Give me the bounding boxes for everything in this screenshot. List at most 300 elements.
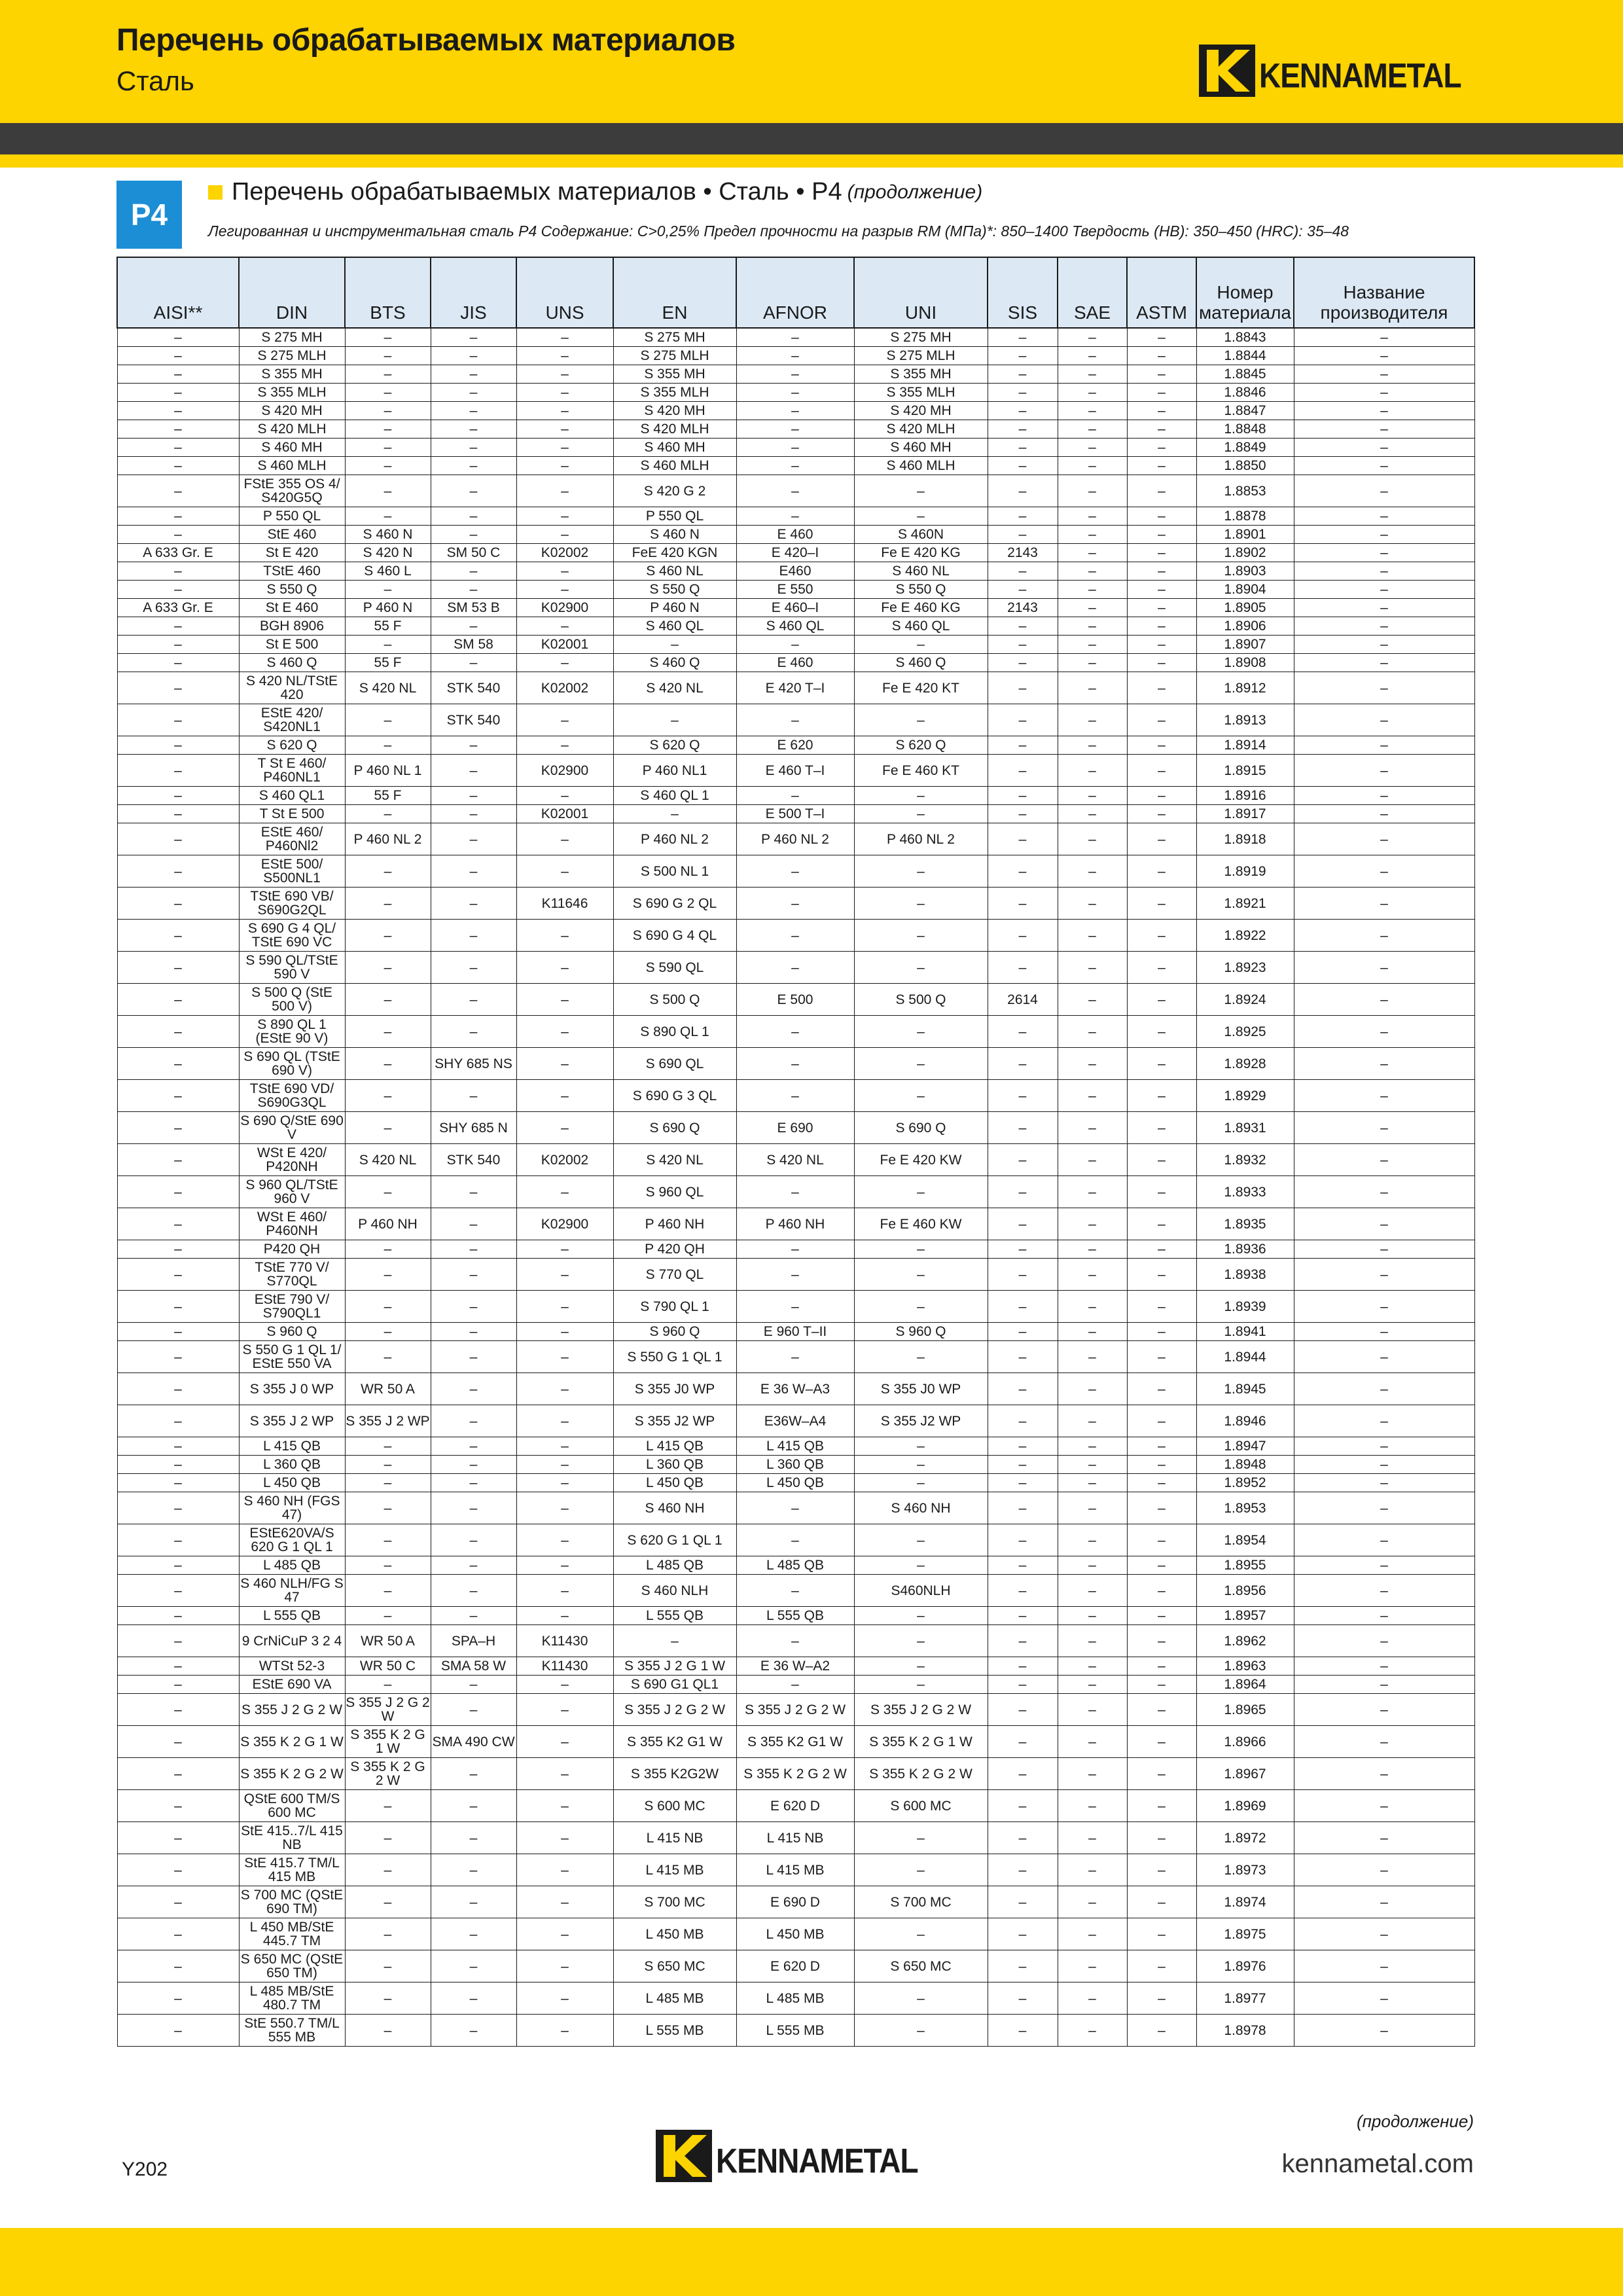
table-cell: FStE 355 OS 4/ S420G5Q: [239, 475, 345, 507]
table-cell: 1.8969: [1196, 1790, 1294, 1822]
table-cell: –: [431, 787, 516, 805]
table-cell: 1.8963: [1196, 1657, 1294, 1676]
table-cell: –: [988, 1694, 1058, 1726]
table-cell: –: [117, 672, 239, 704]
table-cell: –: [1294, 823, 1474, 855]
table-cell: L 450 QB: [736, 1474, 854, 1492]
table-cell: –: [1058, 439, 1127, 457]
table-cell: –: [1058, 1474, 1127, 1492]
table-cell: –: [988, 562, 1058, 581]
table-cell: 1.8908: [1196, 654, 1294, 672]
table-cell: –: [516, 1854, 613, 1886]
section-badge: P4: [116, 181, 182, 249]
table-cell: 1.8850: [1196, 457, 1294, 475]
table-cell: –: [516, 1112, 613, 1144]
table-cell: S 460 NLH: [613, 1575, 736, 1607]
table-cell: –: [613, 1625, 736, 1657]
logo-wordmark: KENNAMETAL: [716, 2141, 918, 2180]
table-row: [117, 1726, 1474, 1758]
column-header: BTS: [345, 257, 431, 328]
table-cell: 1.8915: [1196, 755, 1294, 787]
table-cell: StE 415.7 TM/L 415 MB: [239, 1854, 345, 1886]
table-cell: –: [988, 736, 1058, 755]
table-cell: –: [1127, 1048, 1196, 1080]
table-cell: –: [988, 1208, 1058, 1240]
table-cell: –: [1294, 1492, 1474, 1524]
table-cell: P 460 N: [613, 599, 736, 617]
table-cell: K02900: [516, 1208, 613, 1240]
column-header: AFNOR: [736, 257, 854, 328]
table-cell: S 355 K 2 G 1 W: [854, 1726, 988, 1758]
table-cell: –: [1058, 1524, 1127, 1556]
table-cell: –: [345, 855, 431, 888]
table-cell: S 890 QL 1: [613, 1016, 736, 1048]
table-cell: –: [516, 952, 613, 984]
table-cell: –: [1127, 599, 1196, 617]
table-cell: –: [988, 1341, 1058, 1373]
table-cell: –: [1294, 1694, 1474, 1726]
table-cell: 1.8974: [1196, 1886, 1294, 1918]
table-cell: 1.8967: [1196, 1758, 1294, 1790]
section-title-text: Перечень обрабатываемых материалов • Сталь • P4: [232, 178, 842, 206]
table-cell: S 355 K2 G1 W: [613, 1726, 736, 1758]
table-cell: –: [988, 1676, 1058, 1694]
table-cell: 1.8913: [1196, 704, 1294, 736]
table-cell: –: [988, 1854, 1058, 1886]
table-cell: S 275 MLH: [613, 347, 736, 365]
table-cell: –: [431, 1323, 516, 1341]
table-cell: –: [1127, 1405, 1196, 1437]
table-cell: L 555 QB: [736, 1607, 854, 1625]
table-cell: 1.8954: [1196, 1524, 1294, 1556]
table-cell: –: [431, 823, 516, 855]
table-cell: –: [1127, 365, 1196, 384]
table-cell: P 460 NH: [613, 1208, 736, 1240]
table-cell: –: [431, 2015, 516, 2047]
table-cell: S 890 QL 1 (EStE 90 V): [239, 1016, 345, 1048]
table-cell: –: [988, 1657, 1058, 1676]
table-cell: –: [516, 1323, 613, 1341]
table-cell: –: [1127, 1456, 1196, 1474]
table-cell: –: [1294, 384, 1474, 402]
table-cell: –: [431, 328, 516, 347]
table-cell: –: [1058, 420, 1127, 439]
table-row: [117, 1176, 1474, 1208]
table-cell: –: [516, 984, 613, 1016]
table-cell: –: [431, 402, 516, 420]
table-cell: –: [431, 984, 516, 1016]
table-cell: Fe E 460 KT: [854, 755, 988, 787]
table-cell: S 355 MH: [239, 365, 345, 384]
table-cell: S 650 MC (QStE 650 TM): [239, 1950, 345, 1982]
table-cell: 1.8978: [1196, 2015, 1294, 2047]
table-cell: –: [431, 475, 516, 507]
table-cell: –: [1058, 1341, 1127, 1373]
table-cell: –: [854, 920, 988, 952]
table-row: [117, 1575, 1474, 1607]
table-cell: S 700 MC (QStE 690 TM): [239, 1886, 345, 1918]
table-cell: –: [117, 823, 239, 855]
table-cell: S 620 G 1 QL 1: [613, 1524, 736, 1556]
table-cell: –: [431, 1373, 516, 1405]
table-cell: –: [345, 1524, 431, 1556]
table-cell: E 690: [736, 1112, 854, 1144]
table-cell: S 420 MLH: [239, 420, 345, 439]
table-cell: –: [1294, 920, 1474, 952]
table-cell: –: [117, 328, 239, 347]
table-cell: S 355 K 2 G 1 W: [345, 1726, 431, 1758]
table-cell: 1.8964: [1196, 1676, 1294, 1694]
table-cell: –: [988, 1556, 1058, 1575]
table-cell: –: [431, 1437, 516, 1456]
table-cell: –: [1058, 1758, 1127, 1790]
table-cell: –: [345, 1822, 431, 1854]
table-cell: –: [988, 1625, 1058, 1657]
table-cell: –: [1058, 1950, 1127, 1982]
table-cell: 1.8929: [1196, 1080, 1294, 1112]
table-cell: –: [431, 617, 516, 636]
table-row: [117, 475, 1474, 507]
table-cell: –: [431, 1474, 516, 1492]
table-cell: –: [117, 1524, 239, 1556]
table-cell: S 620 Q: [239, 736, 345, 755]
table-cell: –: [516, 1607, 613, 1625]
table-cell: –: [1058, 1259, 1127, 1291]
table-cell: –: [1058, 457, 1127, 475]
table-cell: –: [1294, 1790, 1474, 1822]
table-row: [117, 1016, 1474, 1048]
table-cell: St E 420: [239, 544, 345, 562]
table-cell: 1.8878: [1196, 507, 1294, 526]
table-cell: –: [988, 1048, 1058, 1080]
table-cell: –: [854, 1016, 988, 1048]
table-cell: S 460 MLH: [613, 457, 736, 475]
table-cell: –: [1127, 1625, 1196, 1657]
table-cell: –: [117, 787, 239, 805]
table-cell: L 360 QB: [736, 1456, 854, 1474]
table-cell: S 600 MC: [613, 1790, 736, 1822]
table-row: [117, 1456, 1474, 1474]
table-cell: –: [117, 1726, 239, 1758]
table-cell: –: [1127, 1341, 1196, 1373]
table-cell: –: [1058, 507, 1127, 526]
table-cell: –: [988, 1758, 1058, 1790]
table-cell: –: [117, 1790, 239, 1822]
table-cell: S 460 MLH: [239, 457, 345, 475]
table-cell: S 620 Q: [854, 736, 988, 755]
table-cell: –: [345, 457, 431, 475]
table-row: [117, 2015, 1474, 2047]
table-cell: –: [516, 1918, 613, 1950]
table-cell: P 460 NL 1: [345, 755, 431, 787]
table-cell: –: [345, 1950, 431, 1982]
table-cell: STK 540: [431, 672, 516, 704]
table-cell: –: [117, 1341, 239, 1373]
table-cell: –: [431, 365, 516, 384]
table-cell: L 450 MB: [613, 1918, 736, 1950]
table-cell: –: [516, 736, 613, 755]
table-cell: S 460 N: [613, 526, 736, 544]
table-cell: –: [117, 1822, 239, 1854]
table-cell: 1.8933: [1196, 1176, 1294, 1208]
table-cell: –: [1294, 654, 1474, 672]
table-cell: –: [1294, 544, 1474, 562]
table-cell: S 690 G 3 QL: [613, 1080, 736, 1112]
table-cell: –: [1058, 328, 1127, 347]
table-cell: –: [1294, 420, 1474, 439]
table-cell: 1.8977: [1196, 1982, 1294, 2015]
table-cell: –: [516, 402, 613, 420]
table-cell: 1.8843: [1196, 328, 1294, 347]
table-row: [117, 1982, 1474, 2015]
table-cell: –: [1127, 672, 1196, 704]
section-description: Легированная и инструментальная сталь P4 Содержание: C>0,25% Предел прочности на разрыв RM (МПа)*: 850–1400 Твердость (HB): 350–450 (HRC): 35–48: [208, 223, 1349, 240]
table-cell: S 420 NL: [736, 1144, 854, 1176]
table-cell: S 690 Q: [613, 1112, 736, 1144]
table-cell: –: [1058, 1048, 1127, 1080]
table-cell: –: [117, 952, 239, 984]
table-cell: S 420 N: [345, 544, 431, 562]
table-cell: –: [988, 823, 1058, 855]
table-cell: –: [516, 1259, 613, 1291]
table-cell: –: [117, 1657, 239, 1676]
table-cell: –: [516, 384, 613, 402]
table-row: [117, 544, 1474, 562]
kennametal-k-icon: [1199, 45, 1255, 97]
table-cell: –: [736, 1341, 854, 1373]
table-cell: P 460 NH: [345, 1208, 431, 1240]
column-header: UNS: [516, 257, 613, 328]
table-cell: –: [516, 1726, 613, 1758]
table-cell: K02002: [516, 544, 613, 562]
table-cell: –: [1058, 562, 1127, 581]
table-cell: –: [988, 617, 1058, 636]
website-link[interactable]: kennametal.com: [1281, 2149, 1474, 2178]
table-cell: S 770 QL: [613, 1259, 736, 1291]
table-cell: 1.8914: [1196, 736, 1294, 755]
table-cell: –: [1294, 636, 1474, 654]
table-cell: S 275 MH: [239, 328, 345, 347]
table-cell: S 355 J 0 WP: [239, 1373, 345, 1405]
table-cell: –: [431, 1341, 516, 1373]
table-cell: –: [431, 1886, 516, 1918]
table-cell: –: [516, 1822, 613, 1854]
table-cell: –: [1058, 805, 1127, 823]
table-cell: –: [117, 439, 239, 457]
table-cell: –: [1127, 1524, 1196, 1556]
table-cell: S 420 MH: [239, 402, 345, 420]
table-cell: –: [1127, 984, 1196, 1016]
table-row: [117, 439, 1474, 457]
table-cell: –: [345, 402, 431, 420]
table-cell: L 555 QB: [239, 1607, 345, 1625]
table-cell: –: [516, 562, 613, 581]
table-cell: –: [345, 984, 431, 1016]
table-row: [117, 787, 1474, 805]
table-row: [117, 1822, 1474, 1854]
table-cell: S 460 NH: [613, 1492, 736, 1524]
table-cell: –: [1058, 1323, 1127, 1341]
table-row: [117, 1259, 1474, 1291]
table-cell: –: [117, 562, 239, 581]
table-cell: –: [516, 457, 613, 475]
table-cell: –: [736, 328, 854, 347]
table-cell: –: [516, 365, 613, 384]
table-cell: –: [736, 888, 854, 920]
table-cell: –: [117, 365, 239, 384]
table-cell: K02900: [516, 599, 613, 617]
table-cell: –: [988, 526, 1058, 544]
table-cell: –: [117, 1492, 239, 1524]
table-cell: –: [117, 654, 239, 672]
table-cell: S 650 MC: [613, 1950, 736, 1982]
table-cell: 1.8945: [1196, 1373, 1294, 1405]
table-cell: S 960 Q: [613, 1323, 736, 1341]
table-cell: –: [988, 888, 1058, 920]
table-cell: S 960 Q: [854, 1323, 988, 1341]
table-cell: S 590 QL/TStE 590 V: [239, 952, 345, 984]
table-cell: S 355 MH: [854, 365, 988, 384]
table-cell: –: [736, 952, 854, 984]
table-cell: –: [854, 1291, 988, 1323]
table-cell: –: [854, 1474, 988, 1492]
table-cell: 1.8901: [1196, 526, 1294, 544]
table-cell: –: [1127, 439, 1196, 457]
table-cell: –: [1127, 1291, 1196, 1323]
table-cell: –: [117, 1575, 239, 1607]
table-cell: SM 50 C: [431, 544, 516, 562]
table-cell: E 460 T–I: [736, 755, 854, 787]
table-cell: –: [345, 1048, 431, 1080]
table-cell: –: [1127, 562, 1196, 581]
table-cell: –: [431, 1575, 516, 1607]
table-cell: –: [1127, 581, 1196, 599]
table-cell: S 420 NL: [613, 672, 736, 704]
table-cell: 1.8902: [1196, 544, 1294, 562]
table-cell: –: [1058, 581, 1127, 599]
table-cell: –: [736, 1676, 854, 1694]
table-row: [117, 636, 1474, 654]
table-cell: –: [1294, 475, 1474, 507]
table-cell: –: [1127, 1144, 1196, 1176]
table-cell: –: [854, 1918, 988, 1950]
table-cell: –: [117, 1144, 239, 1176]
table-cell: –: [345, 475, 431, 507]
table-cell: –: [1058, 1575, 1127, 1607]
table-cell: –: [1058, 1437, 1127, 1456]
table-row: [117, 328, 1474, 347]
table-cell: –: [736, 365, 854, 384]
table-cell: –: [1127, 526, 1196, 544]
table-cell: –: [1294, 1016, 1474, 1048]
table-cell: –: [1294, 581, 1474, 599]
table-row: [117, 1607, 1474, 1625]
table-cell: –: [1127, 384, 1196, 402]
table-cell: –: [345, 2015, 431, 2047]
table-cell: S 355 MH: [613, 365, 736, 384]
table-row: [117, 526, 1474, 544]
table-cell: –: [1294, 888, 1474, 920]
table-cell: –: [854, 1556, 988, 1575]
table-cell: EStE 460/ P460Nl2: [239, 823, 345, 855]
table-cell: –: [1058, 384, 1127, 402]
table-cell: –: [988, 1886, 1058, 1918]
table-cell: –: [988, 805, 1058, 823]
table-cell: –: [854, 1048, 988, 1080]
table-cell: –: [1058, 888, 1127, 920]
table-cell: –: [516, 1524, 613, 1556]
table-cell: S 960 QL/TStE 960 V: [239, 1176, 345, 1208]
table-cell: 1.8975: [1196, 1918, 1294, 1950]
table-cell: –: [988, 347, 1058, 365]
table-cell: –: [516, 1373, 613, 1405]
table-cell: –: [854, 888, 988, 920]
table-cell: S 550 G 1 QL 1/ EStE 550 VA: [239, 1341, 345, 1373]
table-cell: –: [516, 920, 613, 952]
table-cell: S 420 NL: [345, 672, 431, 704]
table-cell: –: [431, 384, 516, 402]
table-cell: L 485 QB: [736, 1556, 854, 1575]
table-cell: –: [117, 920, 239, 952]
table-cell: –: [431, 1918, 516, 1950]
table-cell: –: [988, 1456, 1058, 1474]
table-cell: L 360 QB: [239, 1456, 345, 1474]
table-cell: E 36 W–A2: [736, 1657, 854, 1676]
table-cell: –: [1127, 823, 1196, 855]
table-cell: –: [345, 1492, 431, 1524]
table-cell: 55 F: [345, 654, 431, 672]
table-cell: E 36 W–A3: [736, 1373, 854, 1405]
table-cell: S 690 QL (TStE 690 V): [239, 1048, 345, 1080]
table-cell: –: [345, 1790, 431, 1822]
table-cell: –: [1294, 1918, 1474, 1950]
table-cell: –: [345, 1556, 431, 1575]
table-cell: P 460 NL 2: [736, 823, 854, 855]
table-cell: S 690 QL: [613, 1048, 736, 1080]
table-cell: WSt E 460/ P460NH: [239, 1208, 345, 1240]
table-cell: –: [1058, 1982, 1127, 2015]
table-row: [117, 1048, 1474, 1080]
table-cell: –: [431, 1758, 516, 1790]
table-cell: P 420 QH: [613, 1240, 736, 1259]
table-header-row: [117, 257, 1474, 328]
table-row: [117, 1625, 1474, 1657]
table-cell: –: [345, 1240, 431, 1259]
table-cell: –: [117, 1556, 239, 1575]
table-cell: –: [117, 1323, 239, 1341]
table-cell: BGH 8906: [239, 617, 345, 636]
table-cell: –: [1127, 855, 1196, 888]
table-cell: 1.8973: [1196, 1854, 1294, 1886]
table-cell: 1.8916: [1196, 787, 1294, 805]
table-row: [117, 617, 1474, 636]
table-cell: –: [516, 1405, 613, 1437]
table-cell: Fe E 420 KT: [854, 672, 988, 704]
table-cell: –: [854, 2015, 988, 2047]
table-cell: –: [1058, 736, 1127, 755]
table-cell: –: [516, 1048, 613, 1080]
table-cell: S 355 K 2 G 2 W: [345, 1758, 431, 1790]
table-cell: EStE 790 V/ S790QL1: [239, 1291, 345, 1323]
table-row: [117, 920, 1474, 952]
table-cell: –: [1294, 1437, 1474, 1456]
kennametal-k-icon: [656, 2130, 712, 2182]
table-cell: –: [854, 636, 988, 654]
table-row: [117, 1474, 1474, 1492]
table-cell: –: [431, 526, 516, 544]
table-cell: –: [345, 347, 431, 365]
table-cell: –: [117, 1982, 239, 2015]
